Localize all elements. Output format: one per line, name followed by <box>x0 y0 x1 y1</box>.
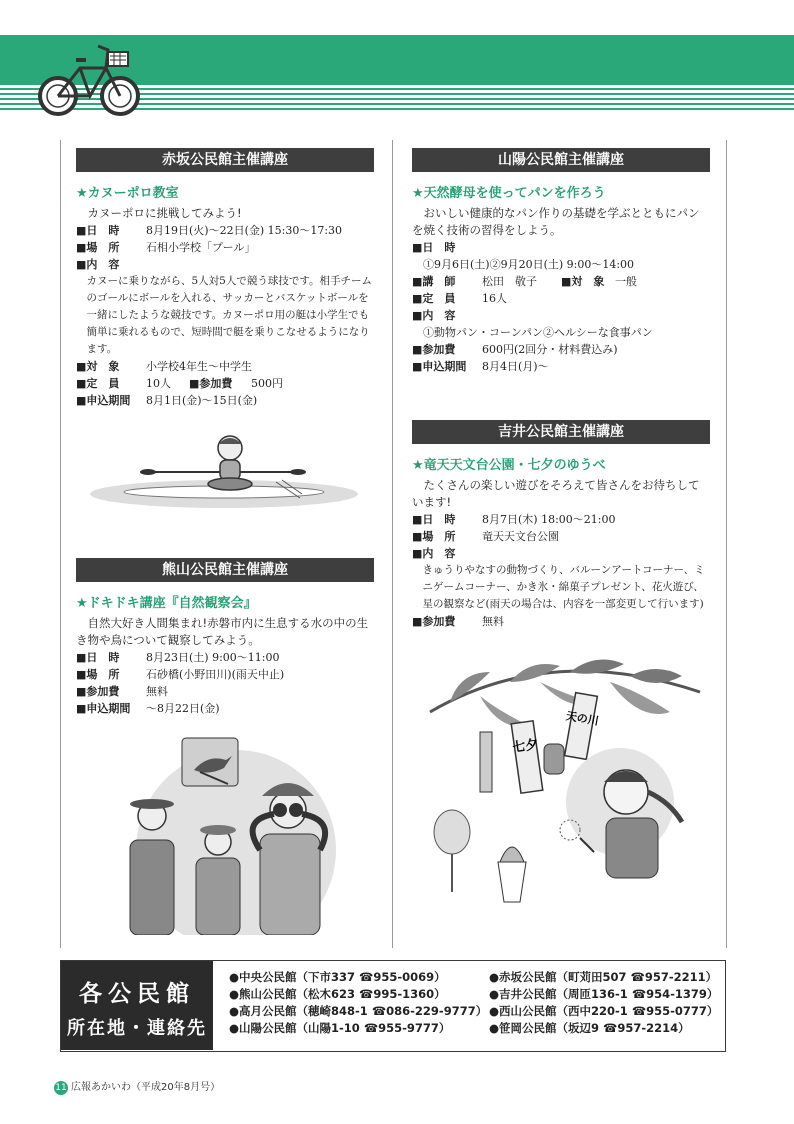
sanyo-section <box>412 148 710 375</box>
target-label: ■対 象 <box>561 275 605 288</box>
fee-label: ■参加費 <box>412 615 456 628</box>
directory-list-left <box>229 969 487 1037</box>
content-value: カヌーに乗りながら、5人対5人で競う球技です。相手チームのゴールにボールを入れる、サッカーとバスケットボールを一緒にしたような競技です。カヌーポロ用の艇は小学生でも簡単に乗れるもので、短時間で艇を乗りこなせるようになります。 <box>86 275 373 355</box>
place-value: 竜天天文台公園 <box>482 530 559 543</box>
course-title: ★カヌーポロ教室 <box>76 186 179 201</box>
publication-name: 広報あかいわ（平成20年8月号） <box>71 1082 221 1093</box>
fee-value: 500円 <box>251 377 283 390</box>
akasaka-section <box>76 148 374 409</box>
fee-label: ■参加費 <box>189 377 233 390</box>
teacher-label: ■講 師 <box>412 275 456 288</box>
fee-value: 無料 <box>146 685 168 698</box>
nature-observation-illustration <box>100 730 360 935</box>
page-number: 11 <box>55 1083 67 1093</box>
apply-label: ■申込期間 <box>412 360 467 373</box>
tanzaku-text-tanabata: 七夕 <box>511 737 540 756</box>
course-intro: おいしい健康的なパン作りの基礎を学ぶとともにパンを焼く技術の習得をしよう。 <box>412 206 700 237</box>
content-value: きゅうりやなすの動物づくり、バルーンアートコーナー、ミニゲームコーナー、かき氷・綿菓子プレゼント、花火遊び、星の観察など(雨天の場合は、内容を一部変更して行います) <box>422 564 705 610</box>
fee-value: 無料 <box>482 615 504 628</box>
section-title: 熊山公民館主催講座 <box>76 558 374 582</box>
apply-value: 8月1日(金)〜15日(金) <box>146 394 258 407</box>
kumayama-section <box>76 558 374 717</box>
directory-list-right <box>489 969 718 1037</box>
place-label: ■場 所 <box>412 530 456 543</box>
office-directory <box>60 960 726 1052</box>
apply-label: ■申込期間 <box>76 394 131 407</box>
date-label: ■日 時 <box>412 241 456 254</box>
apply-label: ■申込期間 <box>76 702 131 715</box>
course-intro: たくさんの楽しい遊びをそろえて皆さんをお待ちしています! <box>412 478 700 509</box>
section-title: 吉井公民館主催講座 <box>412 420 710 444</box>
content-label: ■内 容 <box>412 547 456 560</box>
course-title: ★天然酵母を使ってパンを作ろう <box>412 186 606 201</box>
canoe-illustration <box>88 432 360 512</box>
yoshii-section <box>412 420 710 630</box>
list-item: ●熊山公民館（松木623 ☎995-1360） <box>229 987 446 1001</box>
list-item: ●山陽公民館（山陽1-10 ☎955-9777） <box>229 1021 451 1035</box>
course-intro: 自然大好き人間集まれ!赤磐市内に生息する水の中の生き物や鳥について観察してみよう。 <box>76 616 369 647</box>
tanzaku-text-amanogawa: 天の川 <box>564 709 600 728</box>
directory-title-box <box>61 961 213 1050</box>
capacity-label: ■定 員 <box>76 377 120 390</box>
target-label: ■対 象 <box>76 360 120 373</box>
list-item: ●吉井公民館（周匝136-1 ☎954-1379） <box>489 987 719 1001</box>
apply-value: 〜8月22日(金) <box>146 702 220 715</box>
target-value: 一般 <box>615 275 637 288</box>
directory-subtitle: 所在地・連絡先 <box>67 1018 207 1039</box>
column-center-rule <box>392 140 393 948</box>
fee-label: ■参加費 <box>412 343 456 356</box>
bicycle-icon <box>36 38 144 118</box>
date-value: 8月7日(木) 18:00〜21:00 <box>482 513 616 526</box>
date-label: ■日 時 <box>76 224 120 237</box>
place-value: 石相小学校「プール」 <box>146 241 256 254</box>
date-value: ①9月6日(土)②9月20日(土) 9:00〜14:00 <box>423 258 635 271</box>
target-value: 小学校4年生〜中学生 <box>146 360 252 373</box>
capacity-value: 16人 <box>482 292 507 305</box>
list-item: ●西山公民館（西中220-1 ☎955-0777） <box>489 1004 719 1018</box>
date-label: ■日 時 <box>76 651 120 664</box>
date-label: ■日 時 <box>412 513 456 526</box>
date-value: 8月23日(土) 9:00〜11:00 <box>146 651 280 664</box>
fee-value: 600円(2回分・材料費込み) <box>482 343 618 356</box>
header-band <box>0 0 794 110</box>
place-value: 石砂橋(小野田川)(雨天中止) <box>146 668 285 681</box>
tanabata-illustration <box>420 652 710 924</box>
course-intro: カヌーポロに挑戦してみよう! <box>87 206 242 220</box>
list-item: ●赤坂公民館（町苅田507 ☎957-2211） <box>489 970 718 984</box>
place-label: ■場 所 <box>76 241 120 254</box>
content-value: ①動物パン・コーンパン②ヘルシーな食事パン <box>423 326 653 339</box>
list-item: ●高月公民館（穂崎848-1 ☎086-229-9777） <box>229 1004 488 1018</box>
date-value: 8月19日(火)〜22日(金) 15:30〜17:30 <box>146 224 343 237</box>
fee-label: ■参加費 <box>76 685 120 698</box>
section-title: 山陽公民館主催講座 <box>412 148 710 172</box>
apply-value: 8月4日(月)〜 <box>482 360 549 373</box>
list-item: ●中央公民館（下市337 ☎955-0069） <box>229 970 446 984</box>
content-label: ■内 容 <box>76 258 120 271</box>
course-title: ★竜天天文台公園・七夕のゆうべ <box>412 458 606 473</box>
course-title: ★ドキドキ講座『自然観察会』 <box>76 596 257 611</box>
content-label: ■内 容 <box>412 309 456 322</box>
column-right-rule <box>726 140 727 948</box>
place-label: ■場 所 <box>76 668 120 681</box>
teacher-value: 松田 敬子 <box>482 275 537 288</box>
page-footer <box>54 1078 220 1095</box>
column-left-rule <box>60 140 61 948</box>
section-title: 赤坂公民館主催講座 <box>76 148 374 172</box>
directory-title: 各公民館 <box>79 981 195 1007</box>
capacity-value: 10人 <box>146 377 171 390</box>
capacity-label: ■定 員 <box>412 292 456 305</box>
list-item: ●笹岡公民館（坂辺9 ☎957-2214） <box>489 1021 690 1035</box>
